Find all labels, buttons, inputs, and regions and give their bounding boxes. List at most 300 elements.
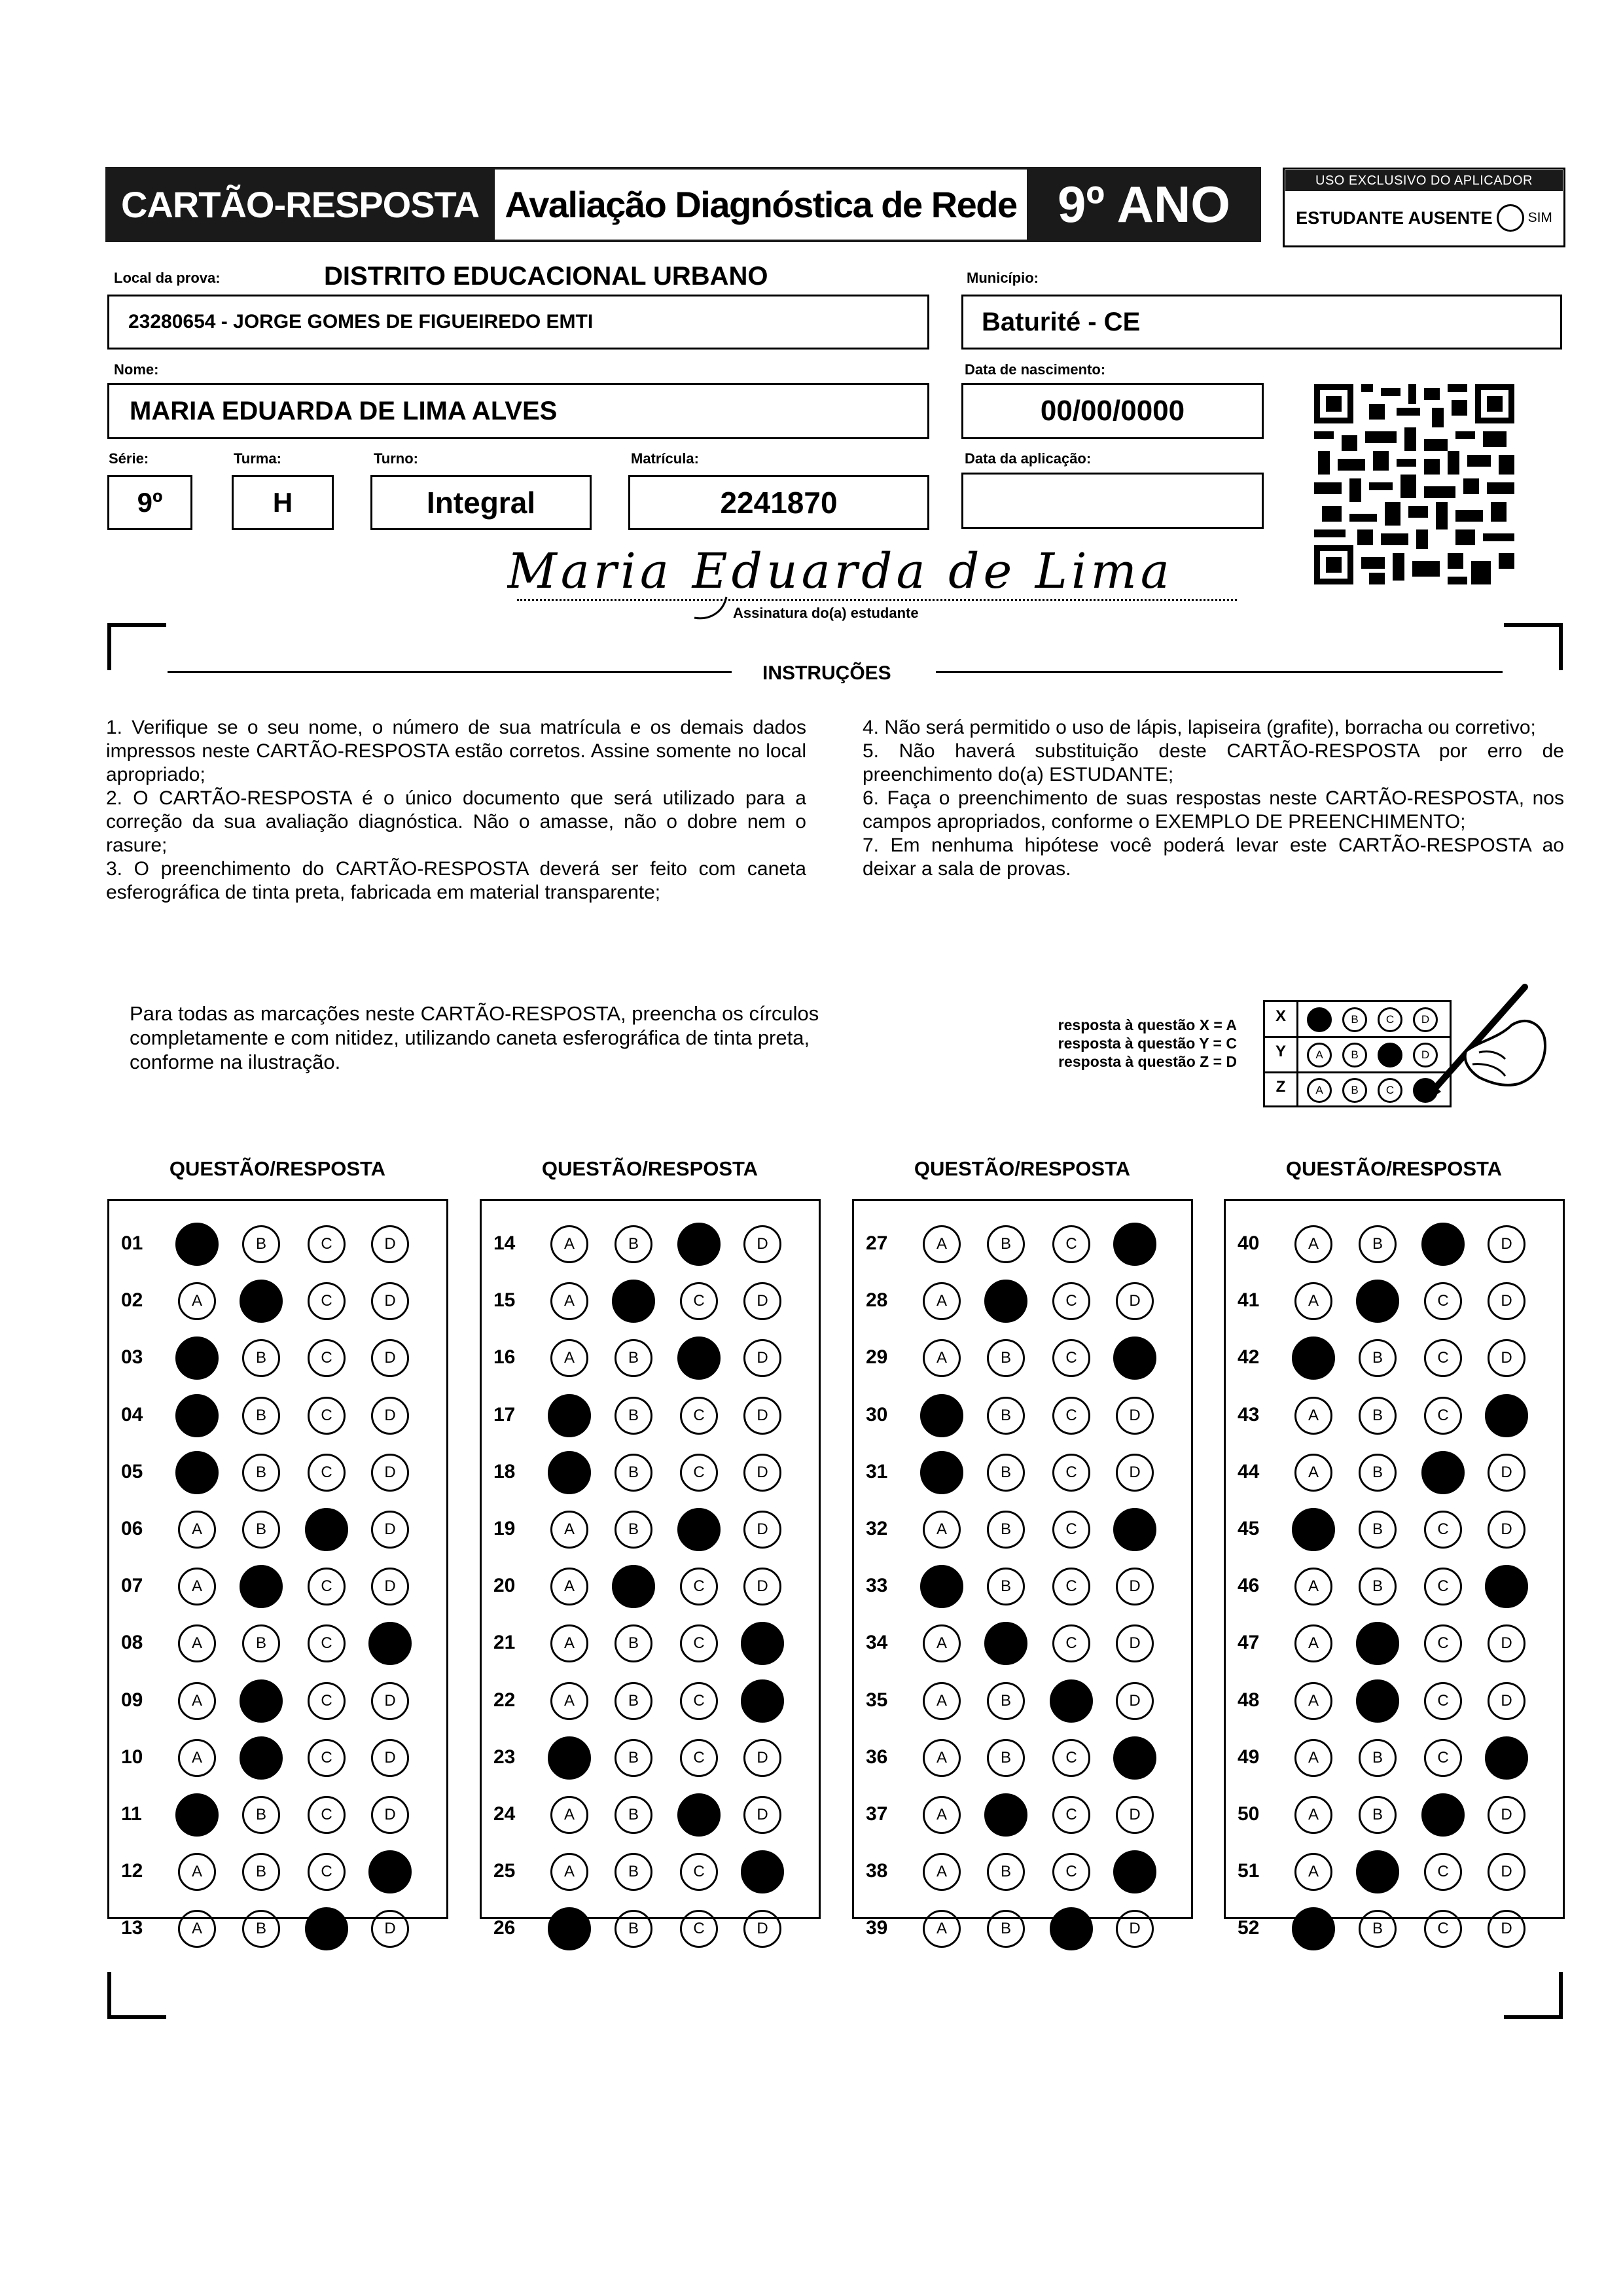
answer-bubble-filled[interactable] <box>1356 1850 1399 1893</box>
question-row <box>482 1567 819 1606</box>
instruction-item: 2. O CARTÃO-RESPOSTA é o único documento que será utilizado para a correção da sua avaliação diagnóstica. Não o amasse, não o dobre nem o rasure; <box>106 787 806 856</box>
corner-mark-br-h <box>1504 2015 1563 2019</box>
question-row <box>1226 1738 1563 1778</box>
question-row <box>1226 1624 1563 1663</box>
answer-bubble[interactable]: A <box>550 1282 588 1320</box>
answer-bubble[interactable]: D <box>1488 1225 1525 1263</box>
answer-bubble[interactable]: D <box>1116 1682 1154 1720</box>
answer-bubble-filled[interactable] <box>368 1850 412 1893</box>
answer-bubble[interactable]: D <box>371 1339 409 1377</box>
answer-bubble[interactable]: A <box>550 1682 588 1720</box>
answer-bubble[interactable]: B <box>987 1225 1025 1263</box>
answer-bubble-filled[interactable] <box>612 1280 655 1323</box>
answer-bubble[interactable]: B <box>987 1397 1025 1435</box>
answer-bubble[interactable]: C <box>680 1568 718 1605</box>
answer-bubble[interactable]: D <box>743 1910 781 1948</box>
example-row-label: Y <box>1275 1043 1286 1060</box>
answer-bubble[interactable]: A <box>178 1910 216 1948</box>
question-number: 04 <box>121 1403 143 1426</box>
answer-bubble[interactable]: D <box>743 1397 781 1435</box>
answer-bubble[interactable]: B <box>242 1339 280 1377</box>
answer-bubble[interactable]: A <box>1294 1397 1332 1435</box>
answer-bubble[interactable]: B <box>615 1796 652 1834</box>
answer-bubble-filled[interactable] <box>920 1451 963 1494</box>
answer-bubble[interactable]: D <box>371 1454 409 1492</box>
answer-bubble-filled[interactable] <box>1113 1508 1156 1551</box>
answer-bubble[interactable]: B <box>987 1739 1025 1777</box>
answer-bubble-filled[interactable] <box>984 1793 1027 1837</box>
answer-bubble-filled[interactable] <box>1113 1336 1156 1380</box>
answer-bubble-filled[interactable] <box>1292 1508 1335 1551</box>
answer-bubble[interactable]: D <box>743 1225 781 1263</box>
turno-label: Turno: <box>374 450 419 467</box>
answer-bubble[interactable]: C <box>680 1397 718 1435</box>
aplicacao-label: Data da aplicação: <box>965 450 1092 467</box>
answer-bubble[interactable]: B <box>1359 1796 1397 1834</box>
example-bubble: C <box>1378 1078 1402 1103</box>
answer-bubble[interactable]: D <box>1116 1397 1154 1435</box>
corner-mark-br-v <box>1559 1972 1563 2019</box>
example-bubble: A <box>1307 1043 1332 1067</box>
example-bubble: D <box>1413 1007 1438 1032</box>
question-number: 30 <box>866 1403 888 1426</box>
answer-bubble-filled[interactable] <box>305 1907 348 1950</box>
answer-bubble[interactable]: B <box>242 1397 280 1435</box>
answer-bubble-filled[interactable] <box>612 1565 655 1608</box>
answer-bubble[interactable]: A <box>1294 1739 1332 1777</box>
answer-bubble-filled[interactable] <box>1356 1679 1399 1723</box>
answer-bubble[interactable]: A <box>1294 1853 1332 1891</box>
question-number: 34 <box>866 1632 888 1654</box>
answer-bubble[interactable]: C <box>680 1454 718 1492</box>
answer-bubble[interactable]: A <box>1294 1796 1332 1834</box>
answer-bubble[interactable]: D <box>371 1682 409 1720</box>
answer-bubble[interactable]: A <box>923 1225 961 1263</box>
answer-bubble-filled[interactable] <box>175 1394 219 1437</box>
answer-bubble-filled[interactable] <box>1292 1336 1335 1380</box>
answer-bubble-filled[interactable] <box>1421 1793 1465 1837</box>
answer-bubble[interactable]: D <box>1488 1682 1525 1720</box>
answer-bubble[interactable]: C <box>308 1568 346 1605</box>
answer-bubble[interactable]: D <box>1116 1796 1154 1834</box>
answer-bubble[interactable]: D <box>743 1568 781 1605</box>
question-number: 02 <box>121 1289 143 1312</box>
answer-bubble[interactable]: A <box>178 1282 216 1320</box>
answer-bubble[interactable]: C <box>680 1682 718 1720</box>
answer-bubble[interactable]: C <box>308 1339 346 1377</box>
answer-bubble[interactable]: A <box>923 1339 961 1377</box>
answer-bubble-filled[interactable] <box>175 1451 219 1494</box>
answer-bubble-filled[interactable] <box>1485 1736 1528 1780</box>
absent-bubble[interactable] <box>1497 204 1524 232</box>
answer-bubble-filled[interactable] <box>920 1394 963 1437</box>
question-number: 12 <box>121 1860 143 1882</box>
answer-bubble-filled[interactable] <box>741 1622 784 1665</box>
answer-bubble[interactable]: A <box>550 1339 588 1377</box>
answer-bubble[interactable]: D <box>371 1397 409 1435</box>
answer-bubble[interactable]: C <box>1424 1397 1462 1435</box>
answer-bubble[interactable]: D <box>1116 1910 1154 1948</box>
answer-bubble[interactable]: B <box>1359 1739 1397 1777</box>
answer-bubble[interactable]: A <box>1294 1568 1332 1605</box>
answer-bubble-filled[interactable] <box>175 1336 219 1380</box>
question-row <box>109 1338 446 1378</box>
answer-bubble-filled[interactable] <box>1113 1736 1156 1780</box>
answer-bubble[interactable]: B <box>242 1796 280 1834</box>
answer-bubble[interactable]: D <box>1116 1568 1154 1605</box>
answer-bubble-filled[interactable] <box>240 1736 283 1780</box>
answer-bubble[interactable]: A <box>178 1682 216 1720</box>
example-bubble-filled <box>1307 1007 1332 1032</box>
answer-bubble-filled[interactable] <box>677 1793 721 1837</box>
instructions-right <box>863 716 1564 881</box>
answer-bubble[interactable]: B <box>1359 1397 1397 1435</box>
applicator-header: USO EXCLUSIVO DO APLICADOR <box>1285 170 1563 191</box>
answer-bubble[interactable]: B <box>615 1682 652 1720</box>
question-row <box>482 1624 819 1663</box>
answer-bubble[interactable]: A <box>923 1739 961 1777</box>
question-row <box>109 1510 446 1549</box>
answer-bubble[interactable]: C <box>308 1282 346 1320</box>
question-number: 29 <box>866 1346 888 1369</box>
question-row <box>854 1282 1191 1321</box>
answer-bubble[interactable]: C <box>1052 1282 1090 1320</box>
answer-bubble[interactable]: D <box>1488 1339 1525 1377</box>
question-number: 01 <box>121 1232 143 1254</box>
question-row <box>482 1681 819 1721</box>
answer-bubble[interactable]: C <box>308 1624 346 1662</box>
answer-bubble[interactable]: C <box>308 1739 346 1777</box>
answer-bubble[interactable]: D <box>743 1282 781 1320</box>
answer-bubble[interactable]: C <box>1424 1282 1462 1320</box>
question-number: 03 <box>121 1346 143 1369</box>
answer-bubble-filled[interactable] <box>984 1280 1027 1323</box>
question-number: 35 <box>866 1689 888 1711</box>
answer-bubble[interactable]: B <box>242 1454 280 1492</box>
instruction-item: 1. Verifique se o seu nome, o número de sua matrícula e os demais dados impressos neste CARTÃO-RESPOSTA estão corretos. Assine somente no local apropriado; <box>106 717 806 785</box>
answer-bubble[interactable]: B <box>242 1225 280 1263</box>
example-bubble: B <box>1342 1078 1367 1103</box>
answer-bubble[interactable]: A <box>923 1511 961 1549</box>
answer-bubble[interactable]: C <box>1424 1682 1462 1720</box>
answer-bubble[interactable]: D <box>371 1511 409 1549</box>
matricula-value: 2241870 <box>720 486 838 520</box>
answer-bubble[interactable]: D <box>743 1454 781 1492</box>
answer-bubble[interactable]: B <box>615 1339 652 1377</box>
instruction-item: 4. Não será permitido o uso de lápis, lapiseira (grafite), borracha ou corretivo; <box>863 717 1536 738</box>
answer-bubble[interactable]: B <box>987 1511 1025 1549</box>
answer-bubble[interactable]: A <box>923 1853 961 1891</box>
answer-bubble[interactable]: C <box>1052 1339 1090 1377</box>
answer-bubble[interactable]: D <box>371 1282 409 1320</box>
answer-bubble[interactable]: D <box>1488 1282 1525 1320</box>
answer-bubble[interactable]: A <box>550 1796 588 1834</box>
answer-bubble-filled[interactable] <box>1421 1451 1465 1494</box>
answer-bubble[interactable]: C <box>680 1739 718 1777</box>
answer-column <box>107 1199 448 1939</box>
answer-bubble[interactable]: B <box>615 1910 652 1948</box>
answer-bubble-filled[interactable] <box>305 1508 348 1551</box>
example-legend <box>975 1016 1237 1071</box>
question-row <box>854 1795 1191 1835</box>
answer-bubble-filled[interactable] <box>1113 1223 1156 1266</box>
answer-bubble-filled[interactable] <box>1421 1223 1465 1266</box>
answer-bubble-filled[interactable] <box>1292 1907 1335 1950</box>
question-number: 06 <box>121 1518 143 1539</box>
answer-bubble-filled[interactable] <box>677 1336 721 1380</box>
answer-bubble[interactable]: B <box>1359 1339 1397 1377</box>
answer-bubble[interactable]: C <box>1424 1511 1462 1549</box>
grade-label: 9º ANO <box>1027 167 1261 242</box>
answer-bubble-filled[interactable] <box>677 1508 721 1551</box>
answer-bubble[interactable]: A <box>178 1568 216 1605</box>
example-bubble: C <box>1378 1007 1402 1032</box>
answer-bubble[interactable]: B <box>615 1739 652 1777</box>
turno-value: Integral <box>426 486 536 520</box>
question-row <box>854 1909 1191 1948</box>
answer-bubble[interactable]: B <box>1359 1910 1397 1948</box>
answer-bubble[interactable]: B <box>987 1910 1025 1948</box>
serie-label: Série: <box>109 450 149 467</box>
answer-bubble[interactable]: D <box>371 1225 409 1263</box>
answer-bubble[interactable]: D <box>1488 1624 1525 1662</box>
answer-bubble[interactable]: B <box>242 1624 280 1662</box>
answer-bubble-filled[interactable] <box>677 1223 721 1266</box>
sim-label: SIM <box>1527 210 1552 225</box>
question-row <box>482 1738 819 1778</box>
example-row-label: X <box>1275 1007 1286 1025</box>
question-row <box>109 1681 446 1721</box>
question-row <box>109 1738 446 1778</box>
answer-bubble[interactable]: C <box>308 1682 346 1720</box>
answer-column <box>852 1199 1193 1939</box>
answer-bubble[interactable]: D <box>1488 1910 1525 1948</box>
answer-bubble[interactable]: A <box>550 1568 588 1605</box>
question-row <box>1226 1453 1563 1492</box>
answer-bubble[interactable]: A <box>1294 1454 1332 1492</box>
question-row <box>854 1453 1191 1492</box>
assessment-title: Avaliação Diagnóstica de Rede <box>495 167 1027 242</box>
question-row <box>482 1453 819 1492</box>
answer-bubble[interactable]: D <box>1488 1511 1525 1549</box>
question-row <box>1226 1681 1563 1721</box>
answer-bubble[interactable]: B <box>615 1511 652 1549</box>
answer-bubble[interactable]: D <box>1488 1853 1525 1891</box>
answer-bubble[interactable]: B <box>615 1853 652 1891</box>
answer-bubble[interactable]: C <box>308 1225 346 1263</box>
answer-bubble[interactable]: A <box>550 1225 588 1263</box>
question-number: 19 <box>493 1518 516 1539</box>
answer-bubble-filled[interactable] <box>1050 1907 1093 1950</box>
question-row <box>854 1396 1191 1435</box>
instructions-rule-right <box>936 671 1503 673</box>
answer-bubble[interactable]: D <box>371 1568 409 1605</box>
answer-bubble[interactable]: C <box>1424 1568 1462 1605</box>
answer-bubble-filled[interactable] <box>240 1280 283 1323</box>
answer-bubble[interactable]: D <box>1116 1282 1154 1320</box>
answer-bubble[interactable]: D <box>1116 1454 1154 1492</box>
question-number: 08 <box>121 1632 143 1654</box>
answer-bubble-filled[interactable] <box>1485 1394 1528 1437</box>
instruction-item: 3. O preenchimento do CARTÃO-RESPOSTA deverá ser feito com caneta esferográfica de tinta preta, fabricada em material transparente; <box>106 858 806 903</box>
answer-bubble[interactable]: A <box>923 1282 961 1320</box>
answer-bubble[interactable]: C <box>680 1910 718 1948</box>
qr-code <box>1314 384 1514 584</box>
question-number: 21 <box>493 1632 516 1654</box>
answer-bubble[interactable]: A <box>550 1853 588 1891</box>
answer-bubble[interactable]: A <box>178 1853 216 1891</box>
question-row <box>854 1681 1191 1721</box>
answer-bubble[interactable]: D <box>1488 1454 1525 1492</box>
answer-bubble[interactable]: D <box>743 1339 781 1377</box>
answer-bubble-filled[interactable] <box>175 1793 219 1837</box>
answer-bubble-filled[interactable] <box>240 1565 283 1608</box>
answer-bubble[interactable]: A <box>923 1796 961 1834</box>
answer-bubble[interactable]: C <box>1052 1624 1090 1662</box>
answer-bubble[interactable]: C <box>680 1853 718 1891</box>
question-row <box>109 1396 446 1435</box>
answer-bubble[interactable]: C <box>1424 1339 1462 1377</box>
answer-bubble[interactable]: C <box>1424 1624 1462 1662</box>
answer-bubble-filled[interactable] <box>548 1907 591 1950</box>
answer-bubble[interactable]: C <box>1424 1910 1462 1948</box>
question-row <box>482 1338 819 1378</box>
answer-bubble[interactable]: C <box>1424 1853 1462 1891</box>
question-row <box>854 1567 1191 1606</box>
answer-bubble[interactable]: B <box>615 1397 652 1435</box>
answer-bubble[interactable]: B <box>615 1454 652 1492</box>
answer-bubble[interactable]: B <box>242 1511 280 1549</box>
answer-bubble[interactable]: D <box>371 1796 409 1834</box>
answer-bubble[interactable]: B <box>987 1682 1025 1720</box>
example-legend-line: resposta à questão X = A <box>1058 1016 1237 1033</box>
answer-bubble[interactable]: A <box>923 1682 961 1720</box>
answer-bubble[interactable]: B <box>1359 1511 1397 1549</box>
municipio-value: Baturité - CE <box>982 307 1141 336</box>
answer-bubble[interactable]: A <box>550 1624 588 1662</box>
answer-bubble[interactable]: B <box>987 1339 1025 1377</box>
answer-bubble[interactable]: C <box>680 1282 718 1320</box>
example-bubble: D <box>1413 1043 1438 1067</box>
question-row <box>1226 1795 1563 1835</box>
answer-bubble[interactable]: C <box>680 1624 718 1662</box>
question-row <box>1226 1338 1563 1378</box>
answer-bubble-filled[interactable] <box>1356 1622 1399 1665</box>
answer-bubble[interactable]: C <box>1052 1397 1090 1435</box>
answer-bubble[interactable]: C <box>1424 1739 1462 1777</box>
question-row <box>482 1795 819 1835</box>
answer-bubble-filled[interactable] <box>984 1622 1027 1665</box>
answer-bubble[interactable]: C <box>1052 1454 1090 1492</box>
answer-bubble[interactable]: B <box>1359 1225 1397 1263</box>
answer-bubble[interactable]: B <box>615 1225 652 1263</box>
question-number: 17 <box>493 1403 516 1426</box>
answer-bubble[interactable]: B <box>1359 1454 1397 1492</box>
answer-bubble[interactable]: A <box>178 1624 216 1662</box>
answer-bubble[interactable]: C <box>308 1397 346 1435</box>
answer-bubble-filled[interactable] <box>240 1679 283 1723</box>
answer-bubble[interactable]: A <box>923 1910 961 1948</box>
answer-bubble[interactable]: D <box>743 1796 781 1834</box>
answer-bubble[interactable]: C <box>1052 1511 1090 1549</box>
answer-bubble[interactable]: A <box>1294 1282 1332 1320</box>
answer-bubble[interactable]: D <box>743 1739 781 1777</box>
question-row <box>1226 1852 1563 1892</box>
question-row <box>109 1795 446 1835</box>
answer-bubble[interactable]: D <box>1116 1624 1154 1662</box>
answer-bubble[interactable]: C <box>1052 1568 1090 1605</box>
answer-bubble[interactable]: C <box>1052 1853 1090 1891</box>
question-row <box>109 1453 446 1492</box>
answer-bubble[interactable]: B <box>987 1454 1025 1492</box>
answer-bubble-filled[interactable] <box>741 1850 784 1893</box>
answer-bubble[interactable]: C <box>1052 1796 1090 1834</box>
answer-bubble[interactable]: C <box>1052 1739 1090 1777</box>
answer-bubble[interactable]: D <box>371 1910 409 1948</box>
answer-bubble[interactable]: B <box>987 1568 1025 1605</box>
answer-bubble[interactable]: C <box>308 1853 346 1891</box>
turma-value: H <box>272 487 293 518</box>
fill-instruction: Para todas as marcações neste CARTÃO-RESPOSTA, preencha os círculos completamente e com nitidez, utilizando caneta esferográfica de tinta preta, conforme na ilustração. <box>130 1002 819 1073</box>
answer-bubble[interactable]: D <box>743 1511 781 1549</box>
answer-bubble[interactable]: A <box>1294 1682 1332 1720</box>
question-number: 31 <box>866 1460 888 1482</box>
answer-bubble[interactable]: A <box>178 1739 216 1777</box>
question-number: 42 <box>1238 1346 1260 1369</box>
answer-bubble[interactable]: B <box>615 1624 652 1662</box>
answer-bubble[interactable]: A <box>178 1511 216 1549</box>
instructions-title: INSTRUÇÕES <box>762 662 891 684</box>
question-number: 05 <box>121 1460 143 1482</box>
question-number: 48 <box>1238 1689 1260 1711</box>
answer-bubble[interactable]: C <box>308 1796 346 1834</box>
answer-bubble[interactable]: B <box>1359 1568 1397 1605</box>
column-header: QUESTÃO/RESPOSTA <box>1285 1157 1503 1180</box>
answer-bubble-filled[interactable] <box>741 1679 784 1723</box>
question-number: 40 <box>1238 1232 1260 1254</box>
answer-bubble-filled[interactable] <box>1050 1679 1093 1723</box>
answer-bubble[interactable]: A <box>1294 1624 1332 1662</box>
answer-bubble-filled[interactable] <box>175 1223 219 1266</box>
answer-bubble[interactable]: C <box>308 1454 346 1492</box>
question-number: 32 <box>866 1518 888 1539</box>
answer-bubble-filled[interactable] <box>548 1451 591 1494</box>
answer-bubble-filled[interactable] <box>1356 1280 1399 1323</box>
answer-bubble[interactable]: A <box>550 1511 588 1549</box>
answer-bubble[interactable]: D <box>1488 1796 1525 1834</box>
answer-bubble[interactable]: B <box>242 1853 280 1891</box>
signature-label: Assinatura do(a) estudante <box>733 605 919 621</box>
answer-bubble[interactable]: A <box>923 1624 961 1662</box>
answer-bubble-filled[interactable] <box>548 1394 591 1437</box>
answer-bubble[interactable]: B <box>987 1853 1025 1891</box>
question-number: 39 <box>866 1917 888 1939</box>
example-divider <box>1296 1002 1298 1105</box>
answer-bubble-filled[interactable] <box>1113 1850 1156 1893</box>
question-row <box>1226 1567 1563 1606</box>
answer-bubble[interactable]: B <box>242 1910 280 1948</box>
turma-label: Turma: <box>234 450 281 467</box>
answer-bubble[interactable]: C <box>1052 1225 1090 1263</box>
example-legend-line: resposta à questão Y = C <box>1058 1035 1237 1052</box>
answer-bubble-filled[interactable] <box>548 1736 591 1780</box>
answer-bubble[interactable]: A <box>1294 1225 1332 1263</box>
answer-bubble-filled[interactable] <box>920 1565 963 1608</box>
question-row <box>482 1909 819 1948</box>
answer-bubble-filled[interactable] <box>368 1622 412 1665</box>
answer-bubble-filled[interactable] <box>1485 1565 1528 1608</box>
answer-bubble[interactable]: D <box>371 1739 409 1777</box>
